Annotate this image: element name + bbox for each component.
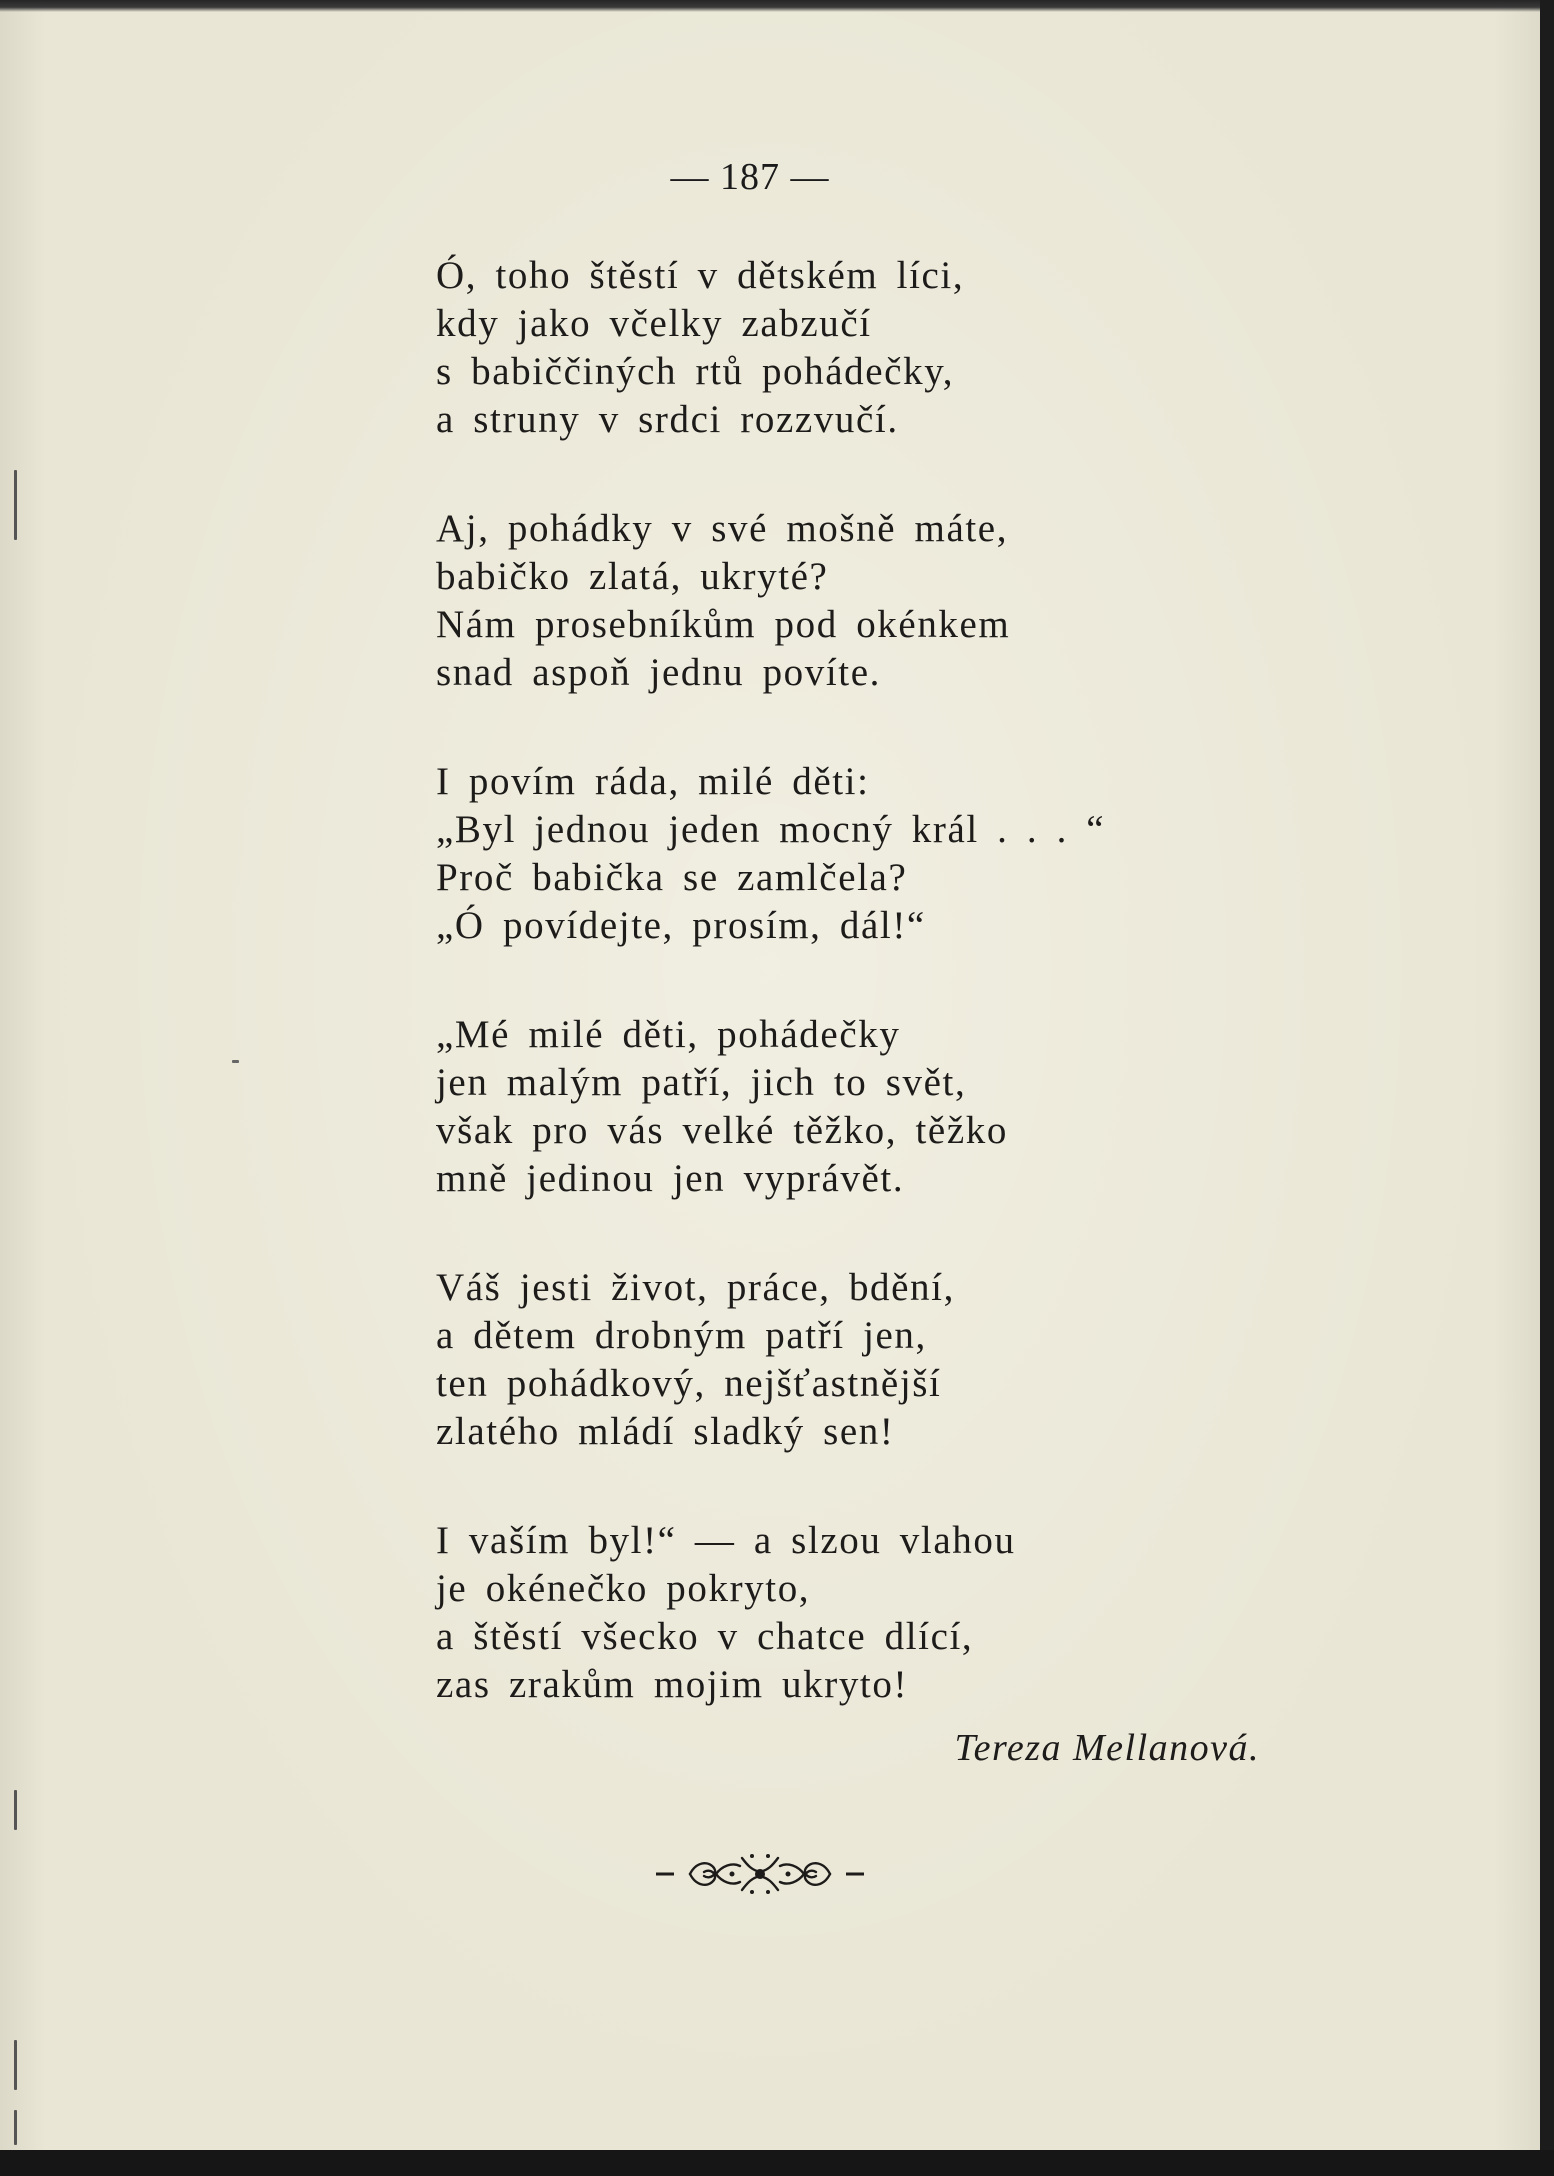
poem-line: ten pohádkový, nejšťastnější bbox=[436, 1362, 942, 1405]
poem-line: „Ó povídejte, prosím, dál!“ bbox=[436, 904, 926, 947]
stanza bbox=[436, 1264, 1436, 1456]
poem-line: Nám prosebníkům pod okénkem bbox=[436, 603, 1011, 646]
stanza bbox=[436, 1011, 1436, 1203]
poem bbox=[436, 252, 1436, 1770]
poem-line: kdy jako včelky zabzučí bbox=[436, 302, 872, 345]
page-number: — 187 — bbox=[670, 156, 830, 198]
poem-line: je okénečko pokryto, bbox=[436, 1567, 811, 1610]
poem-line: babičko zlatá, ukryté? bbox=[436, 555, 829, 598]
poem-line: „Byl jednou jeden mocný král . . . “ bbox=[436, 808, 1106, 851]
poem-line: I povím ráda, milé děti: bbox=[436, 760, 870, 803]
stanza bbox=[436, 505, 1436, 697]
poem-line: a struny v srdci rozzvučí. bbox=[436, 398, 899, 441]
poem-line: Ó, toho štěstí v dětském líci, bbox=[436, 254, 965, 297]
poem-line: jen malým patří, jich to svět, bbox=[436, 1061, 967, 1104]
page-bottom-edge bbox=[0, 2150, 1554, 2176]
stanza bbox=[436, 1517, 1436, 1709]
poem-line: Proč babička se zamlčela? bbox=[436, 856, 908, 899]
margin-mark bbox=[14, 1790, 17, 1830]
margin-mark bbox=[14, 470, 17, 540]
poem-line: však pro vás velké těžko, těžko bbox=[436, 1109, 1008, 1152]
stanza bbox=[436, 758, 1436, 950]
poem-line: zlatého mládí sladký sen! bbox=[436, 1410, 895, 1453]
page-right-edge bbox=[1540, 0, 1554, 2176]
author-signature: Tereza Mellanová. bbox=[954, 1727, 1260, 1769]
poem-line: I vaším byl!“ — a slzou vlahou bbox=[436, 1519, 1016, 1562]
poem-line: „Mé milé děti, pohádečky bbox=[436, 1013, 901, 1056]
stanza bbox=[436, 252, 1436, 444]
poem-line: a štěstí všecko v chatce dlící, bbox=[436, 1615, 974, 1658]
poem-line: mně jedinou jen vyprávět. bbox=[436, 1157, 905, 1200]
poem-line: snad aspoň jednu povíte. bbox=[436, 651, 882, 694]
margin-mark bbox=[14, 2110, 17, 2145]
stray-mark bbox=[232, 1060, 239, 1063]
poem-line: zas zrakům mojim ukryto! bbox=[436, 1663, 909, 1706]
page-top-edge bbox=[0, 0, 1554, 12]
poem-line: a dětem drobným patří jen, bbox=[436, 1314, 927, 1357]
floral-ornament-icon bbox=[652, 1848, 868, 1898]
margin-mark bbox=[14, 2040, 17, 2090]
poem-line: Váš jesti život, práce, bdění, bbox=[436, 1266, 955, 1309]
poem-line: Aj, pohádky v své mošně máte, bbox=[436, 507, 1009, 550]
poem-line: s babiččiných rtů pohádečky, bbox=[436, 350, 955, 393]
